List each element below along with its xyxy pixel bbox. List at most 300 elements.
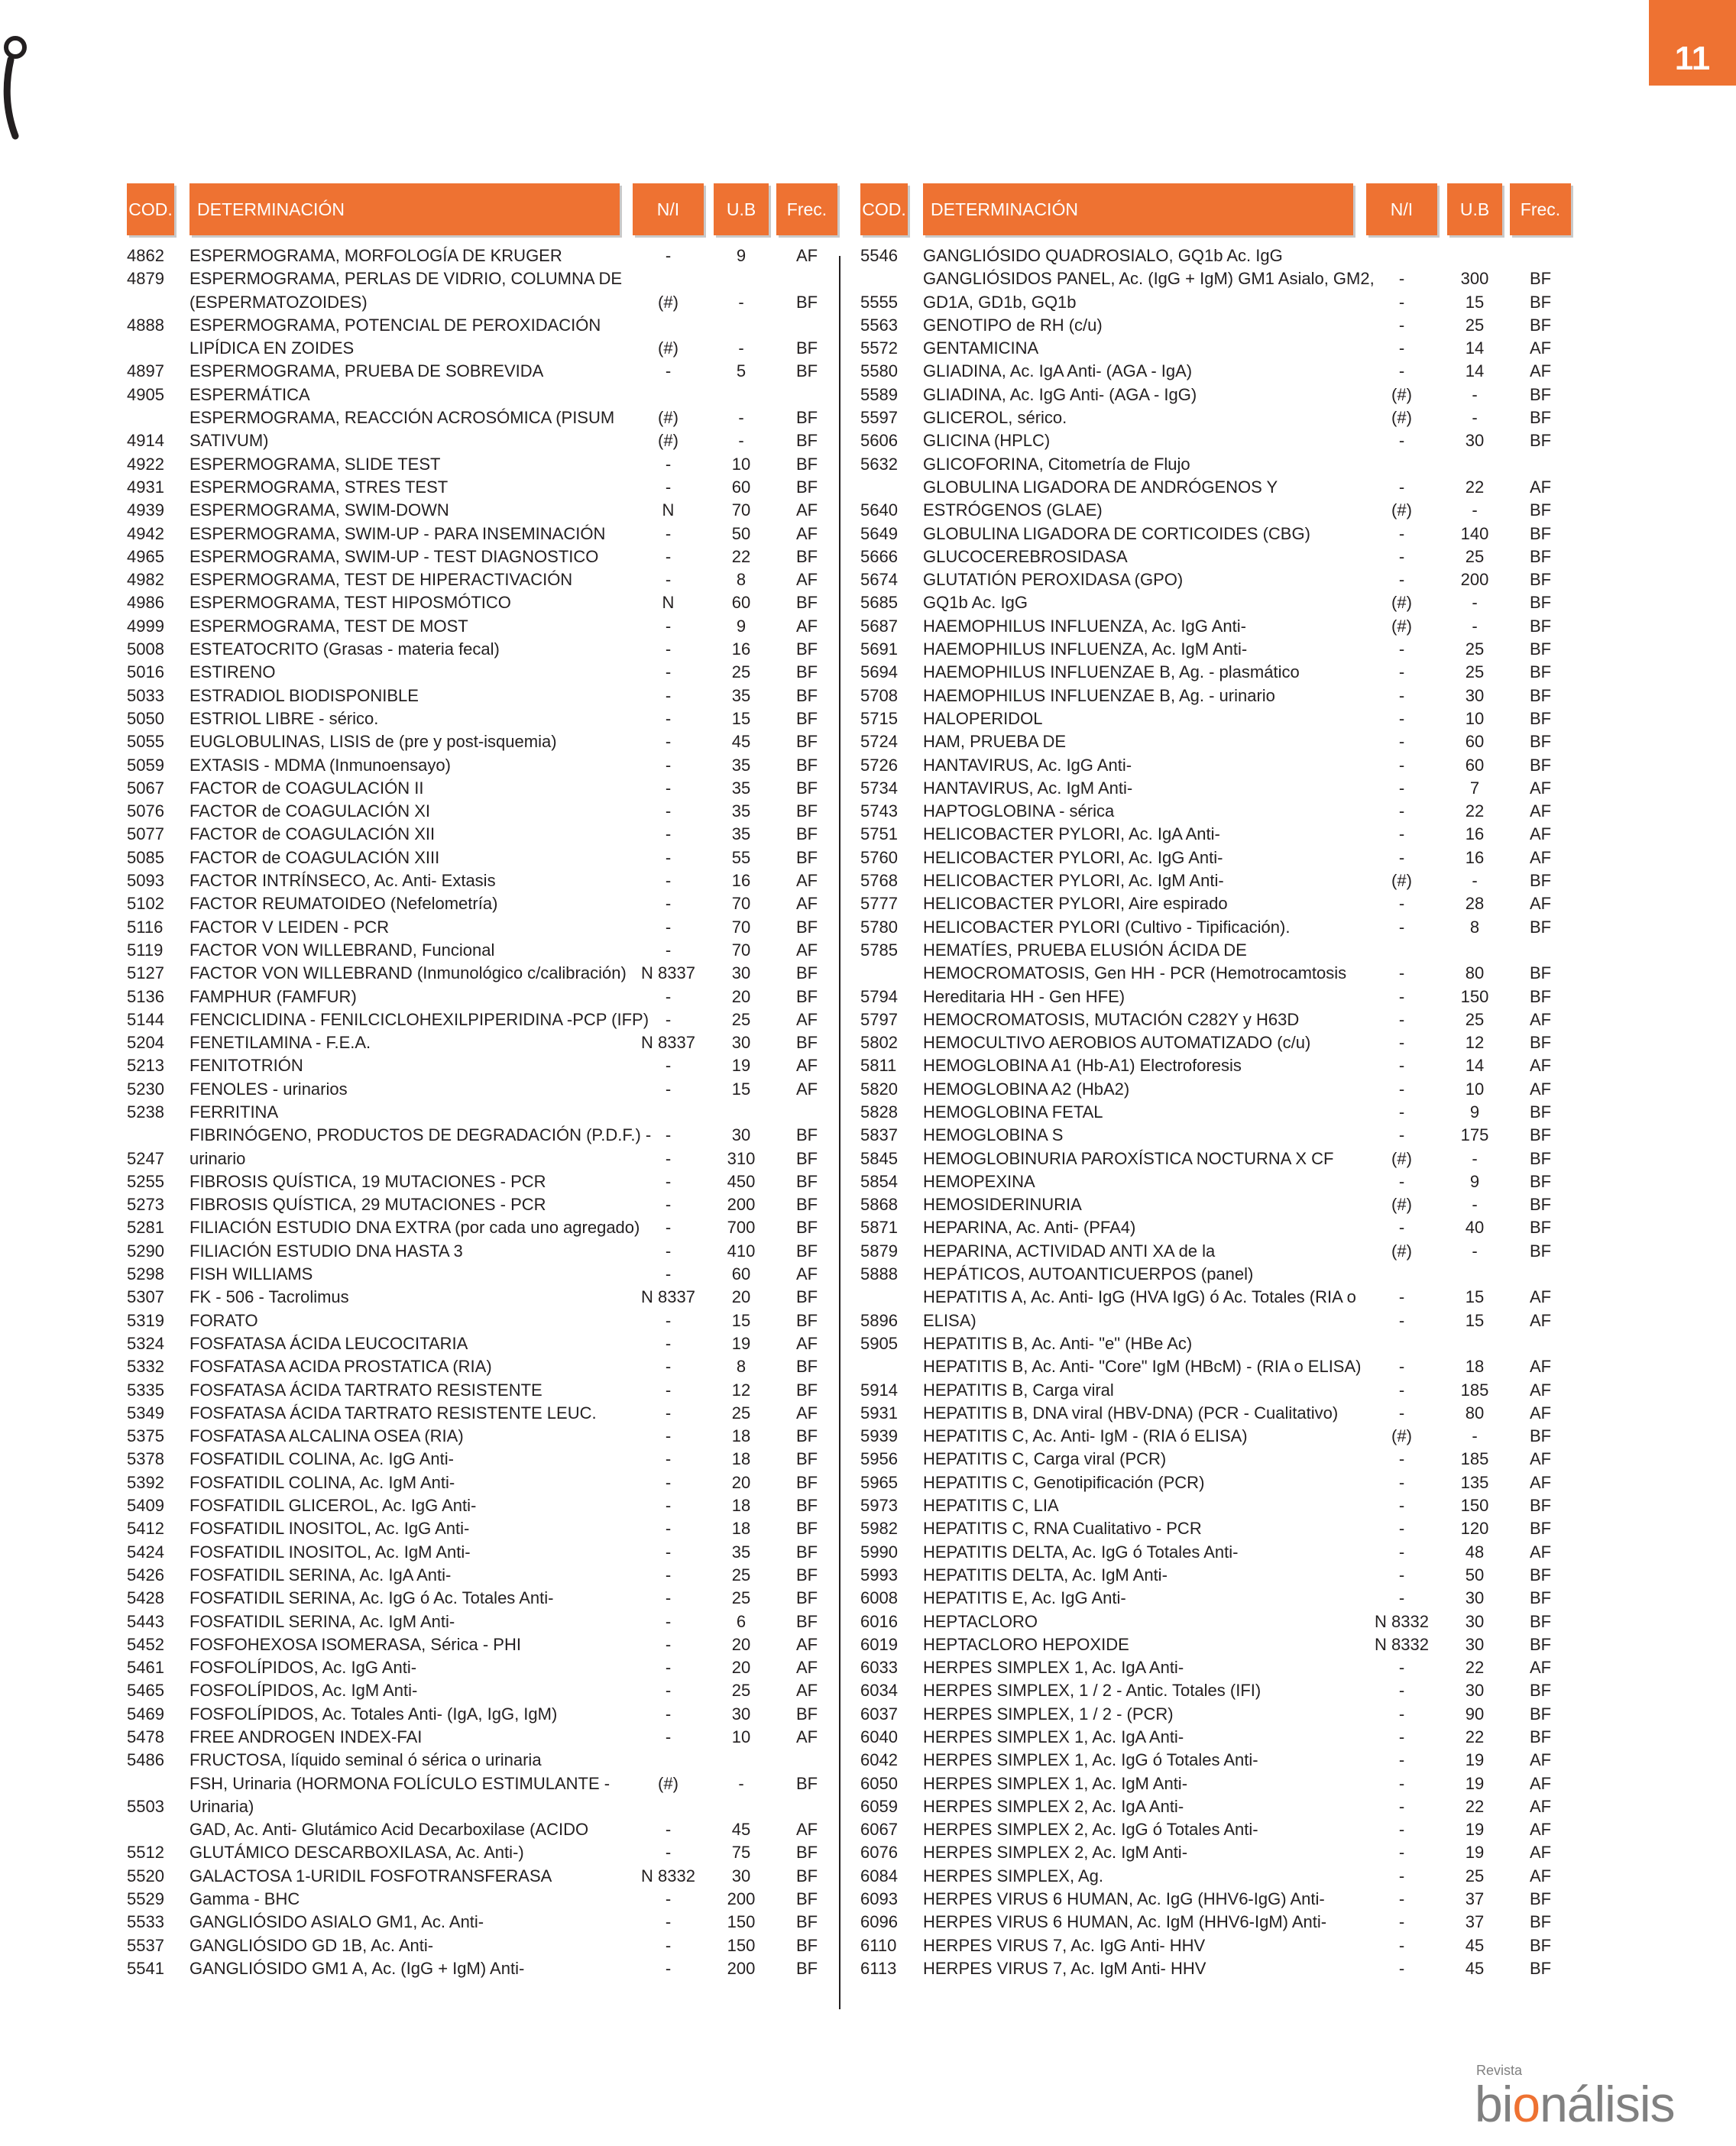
row-ub: 8 <box>736 570 747 590</box>
row-ub: 9 <box>1469 1102 1480 1122</box>
row-frec: BF <box>1529 986 1552 1006</box>
row-frec: AF <box>795 1009 818 1029</box>
row-code: 5715 <box>860 708 898 728</box>
row-determination: HELICOBACTER PYLORI, Ac. IgG Anti- <box>923 847 1223 867</box>
table-row <box>127 244 837 267</box>
row-determination: FISH WILLIAMS <box>189 1264 313 1284</box>
row-code: 5332 <box>127 1357 164 1377</box>
row-determination: ESPERMOGRAMA, TEST DE HIPERACTIVACIÓN <box>189 570 573 590</box>
row-ni: - <box>1398 1773 1405 1793</box>
row-ni: - <box>665 523 672 543</box>
table-row <box>860 453 1571 476</box>
row-code: 4986 <box>127 593 164 613</box>
table-row <box>127 1216 837 1239</box>
row-ni: - <box>665 570 672 590</box>
row-determination: GANGLIÓSIDO GD 1B, Ac. Anti- <box>189 1935 434 1955</box>
row-code: 5512 <box>127 1843 164 1863</box>
row-determination: HEPATITIS B, DNA viral (HBV-DNA) (PCR - Cualitativo) <box>923 1403 1339 1423</box>
row-ni: - <box>1398 1287 1405 1307</box>
table-row <box>127 1147 837 1170</box>
row-ub: - <box>738 292 744 312</box>
row-frec: BF <box>795 361 818 381</box>
row-determination: LIPÍDICA EN ZOIDES <box>189 338 355 358</box>
row-ni: - <box>1398 1958 1405 1978</box>
row-determination: FOSFATIDIL SERINA, Ac. IgM Anti- <box>189 1611 455 1631</box>
row-determination: HANTAVIRUS, Ac. IgG Anti- <box>923 755 1132 775</box>
row-code: 5780 <box>860 917 898 937</box>
table-row <box>860 1471 1571 1494</box>
row-ni: - <box>665 801 672 821</box>
row-determination: SATIVUM) <box>189 431 269 451</box>
row-determination: ESTRIOL LIBRE - sérico. <box>189 708 379 728</box>
row-ni: - <box>665 1496 672 1516</box>
table-row <box>127 892 837 915</box>
row-determination: HERPES SIMPLEX, 1 / 2 - Antic. Totales (IFI) <box>923 1681 1262 1701</box>
row-determination: FOSFATIDIL COLINA, Ac. IgG Anti- <box>189 1449 454 1469</box>
row-determination: HEPATITIS DELTA, Ac. IgG ó Totales Anti- <box>923 1542 1239 1562</box>
row-code: 5828 <box>860 1102 898 1122</box>
table-row <box>860 1147 1571 1170</box>
row-determination: HAPTOGLOBINA - sérica <box>923 801 1115 821</box>
row-ni: N <box>662 593 675 613</box>
table-row <box>127 1633 837 1656</box>
row-ni: - <box>665 685 672 705</box>
row-determination: HERPES VIRUS 7, Ac. IgG Anti- HHV <box>923 1935 1206 1955</box>
row-frec: AF <box>1529 1750 1552 1770</box>
row-code: 5939 <box>860 1426 898 1446</box>
row-determination: ELISA) <box>923 1310 976 1330</box>
row-ni: (#) <box>1391 1426 1412 1446</box>
row-code: 5811 <box>860 1056 897 1076</box>
row-ub: - <box>738 1773 744 1793</box>
row-ni: - <box>1398 1519 1405 1539</box>
right-table <box>860 183 1571 1980</box>
row-ub: 15 <box>1465 1310 1485 1330</box>
row-ni: - <box>1398 1565 1405 1584</box>
row-ni: - <box>1398 1727 1405 1746</box>
row-frec: BF <box>795 662 818 682</box>
row-frec: BF <box>795 824 818 844</box>
table-row <box>860 1841 1571 1864</box>
row-code: 5649 <box>860 523 898 543</box>
row-determination: HEPATITIS C, Carga viral (PCR) <box>923 1449 1167 1469</box>
row-ni: - <box>665 1380 672 1400</box>
row-ni: - <box>1398 917 1405 937</box>
row-code: 5424 <box>127 1542 164 1562</box>
row-ub: 20 <box>731 1287 751 1307</box>
row-ub: 22 <box>1465 1658 1485 1678</box>
row-code: 5871 <box>860 1218 898 1238</box>
row-determination: FOSFOHEXOSA ISOMERASA, Sérica - PHI <box>189 1634 521 1654</box>
row-ni: - <box>665 847 672 867</box>
row-ub: - <box>1472 1148 1478 1168</box>
row-code: 5640 <box>860 500 898 520</box>
row-ni: - <box>1398 1866 1405 1885</box>
row-ub: 19 <box>1465 1750 1485 1770</box>
table-row <box>860 1402 1571 1425</box>
row-determination: FACTOR VON WILLEBRAND (Inmunológico c/calibración) <box>189 963 627 983</box>
table-row <box>127 267 837 290</box>
row-determination: HEPATITIS C, LIA <box>923 1496 1059 1516</box>
row-code: 5687 <box>860 616 898 636</box>
row-frec: AF <box>1529 1310 1552 1330</box>
table-row <box>127 476 837 499</box>
row-code: 5563 <box>860 315 898 335</box>
row-ub: 14 <box>1465 361 1485 381</box>
row-frec: BF <box>795 1125 818 1145</box>
table-row <box>860 545 1571 568</box>
row-determination: ESTIRENO <box>189 662 276 682</box>
row-ni: - <box>1398 1357 1405 1377</box>
table-row <box>860 1054 1571 1077</box>
row-frec: BF <box>1529 1704 1552 1724</box>
row-code: 4965 <box>127 546 164 566</box>
table-row <box>127 1263 837 1286</box>
row-frec: BF <box>1529 1519 1552 1539</box>
row-ub: 25 <box>731 1588 751 1608</box>
row-determination: HERPES SIMPLEX, 1 / 2 - (PCR) <box>923 1704 1174 1724</box>
row-code: 6040 <box>860 1727 898 1746</box>
row-ni: - <box>1398 477 1405 497</box>
row-determination: HEMOGLOBINA FETAL <box>923 1102 1103 1122</box>
row-ni: (#) <box>658 431 679 451</box>
row-code: 5290 <box>127 1241 164 1261</box>
row-frec: BF <box>795 338 818 358</box>
table-row <box>127 1170 837 1193</box>
row-code: 4931 <box>127 477 164 497</box>
row-ni: - <box>1398 1033 1405 1053</box>
table-row <box>860 707 1571 730</box>
row-code: 5914 <box>860 1380 898 1400</box>
row-ni: (#) <box>1391 616 1412 636</box>
row-ub: 120 <box>1460 1519 1489 1539</box>
row-ni: - <box>1398 1843 1405 1863</box>
row-code: 5956 <box>860 1449 898 1469</box>
table-row <box>860 337 1571 360</box>
row-determination: HAM, PRUEBA DE <box>923 732 1067 752</box>
row-ni: - <box>665 1056 672 1076</box>
row-determination: ESPERMOGRAMA, MORFOLOGÍA DE KRUGER <box>189 246 562 265</box>
row-code: 5708 <box>860 685 898 705</box>
row-ub: 15 <box>731 708 751 728</box>
row-ni: - <box>1398 1796 1405 1816</box>
left-table <box>127 183 837 1980</box>
row-code: 5797 <box>860 1009 898 1029</box>
row-ni: - <box>665 1611 672 1631</box>
row-frec: AF <box>1529 1796 1552 1816</box>
row-ni: N 8332 <box>1375 1611 1429 1631</box>
table-row <box>860 1541 1571 1564</box>
row-ni: - <box>665 1148 672 1168</box>
table-row <box>860 1587 1571 1610</box>
row-ub: 9 <box>1469 1171 1480 1191</box>
table-row <box>127 360 837 383</box>
table-row <box>860 1703 1571 1726</box>
table-row <box>860 1795 1571 1818</box>
row-ub: 75 <box>731 1843 751 1863</box>
row-code: 5461 <box>127 1658 164 1678</box>
row-ub: 60 <box>1465 755 1485 775</box>
row-ni: - <box>665 1009 672 1029</box>
row-determination: HEPATITIS A, Ac. Anti- IgG (HVA IgG) ó Ac. Totales (RIA o <box>923 1287 1356 1307</box>
table-row <box>127 591 837 614</box>
row-ub: 80 <box>1465 1403 1485 1423</box>
row-determination: HERPES VIRUS 6 HUMAN, Ac. IgM (HHV6-IgM) Anti- <box>923 1912 1327 1932</box>
table-row <box>860 1216 1571 1239</box>
row-ub: 10 <box>731 454 751 474</box>
row-frec: BF <box>1529 1125 1552 1145</box>
row-determination: FORATO <box>189 1310 258 1330</box>
table-row <box>860 869 1571 892</box>
row-code: 6067 <box>860 1820 898 1840</box>
table-row <box>127 638 837 661</box>
row-code: 5820 <box>860 1079 898 1099</box>
row-determination: FACTOR REUMATOIDEO (Nefelometría) <box>189 894 498 914</box>
row-determination: HELICOBACTER PYLORI (Cultivo - Tipificación). <box>923 917 1291 937</box>
row-frec: BF <box>1529 570 1552 590</box>
row-frec: AF <box>795 523 818 543</box>
row-ni: - <box>665 1727 672 1746</box>
table-row <box>860 661 1571 684</box>
table-row <box>860 1332 1571 1355</box>
table-row <box>127 661 837 684</box>
row-frec: BF <box>1529 500 1552 520</box>
row-frec: BF <box>795 1472 818 1492</box>
row-frec: BF <box>1529 1912 1552 1932</box>
row-code: 5546 <box>860 246 898 265</box>
row-determination: HALOPERIDOL <box>923 708 1043 728</box>
row-ub: 20 <box>731 986 751 1006</box>
row-code: 5093 <box>127 871 164 891</box>
row-ni: - <box>1398 1403 1405 1423</box>
row-code: 5324 <box>127 1333 164 1353</box>
row-code: 5102 <box>127 894 164 914</box>
table-row <box>127 1402 837 1425</box>
row-frec: BF <box>1529 1634 1552 1654</box>
table-row <box>127 1379 837 1402</box>
row-ni: - <box>665 1681 672 1701</box>
row-determination: FOSFATIDIL SERINA, Ac. IgA Anti- <box>189 1565 452 1584</box>
table-row <box>127 1425 837 1448</box>
row-code: 6110 <box>860 1935 897 1955</box>
row-ni: N <box>662 500 675 520</box>
row-determination: GLICINA (HPLC) <box>923 431 1051 451</box>
row-frec: AF <box>1529 1542 1552 1562</box>
row-ub: 450 <box>727 1171 756 1191</box>
table-row <box>860 1494 1571 1517</box>
row-determination: ESPERMOGRAMA, REACCIÓN ACROSÓMICA (PISUM <box>189 408 615 428</box>
row-frec: AF <box>795 1079 818 1099</box>
row-ub: 45 <box>731 1820 751 1840</box>
row-ub: 15 <box>731 1310 751 1330</box>
row-frec: BF <box>795 1588 818 1608</box>
row-ub: 60 <box>1465 732 1485 752</box>
row-determination: HERPES SIMPLEX 2, Ac. IgA Anti- <box>923 1796 1184 1816</box>
row-ni: - <box>665 1079 672 1099</box>
row-code: 5426 <box>127 1565 164 1584</box>
row-ub: 35 <box>731 685 751 705</box>
row-ub: 30 <box>731 1704 751 1724</box>
row-ub: 30 <box>731 1033 751 1053</box>
row-ub: 60 <box>731 1264 751 1284</box>
table-row <box>127 1656 837 1679</box>
row-ub: 50 <box>731 523 751 543</box>
row-ub: 25 <box>731 1403 751 1423</box>
row-ni: - <box>1398 732 1405 752</box>
row-code: 4897 <box>127 361 164 381</box>
row-code: 6050 <box>860 1773 898 1793</box>
row-code: 5119 <box>127 940 164 960</box>
row-ub: - <box>1472 1241 1478 1261</box>
row-code: 5965 <box>860 1472 898 1492</box>
row-ub: 18 <box>1465 1357 1485 1377</box>
row-frec: BF <box>1529 1496 1552 1516</box>
row-frec: AF <box>795 1634 818 1654</box>
row-ni: - <box>1398 1704 1405 1724</box>
row-frec: BF <box>1529 1727 1552 1746</box>
row-ub: 60 <box>731 593 751 613</box>
table-row <box>127 1679 837 1702</box>
row-determination: GLIADINA, Ac. IgA Anti- (AGA - IgA) <box>923 361 1193 381</box>
row-determination: GALACTOSA 1-URIDIL FOSFOTRANSFERASA <box>189 1866 552 1885</box>
row-ub: 35 <box>731 778 751 798</box>
row-determination: GANGLIÓSIDO ASIALO GM1, Ac. Anti- <box>189 1912 484 1932</box>
row-ub: 19 <box>731 1333 751 1353</box>
row-frec: BF <box>795 1889 818 1909</box>
row-frec: BF <box>795 639 818 659</box>
row-ni: - <box>665 871 672 891</box>
row-determination: FSH, Urinaria (HORMONA FOLÍCULO ESTIMULANTE - <box>189 1773 611 1793</box>
row-ub: 35 <box>731 755 751 775</box>
row-determination: FOSFATASA ÁCIDA LEUCOCITARIA <box>189 1333 468 1353</box>
table-row <box>860 846 1571 869</box>
row-determination: FOSFOLÍPIDOS, Ac. IgG Anti- <box>189 1658 417 1678</box>
row-frec: BF <box>795 408 818 428</box>
row-frec: BF <box>1529 1889 1552 1909</box>
table-row <box>127 1332 837 1355</box>
row-ni: - <box>1398 1820 1405 1840</box>
row-code: 6016 <box>860 1611 898 1631</box>
table-row <box>127 846 837 869</box>
row-code: 5067 <box>127 778 164 798</box>
row-determination: FACTOR de COAGULACIÓN XIII <box>189 847 440 867</box>
row-ni: (#) <box>1391 593 1412 613</box>
row-determination: HEPARINA, Ac. Anti- (PFA4) <box>923 1218 1136 1238</box>
row-code: 5580 <box>860 361 898 381</box>
row-ub: 12 <box>1465 1033 1485 1053</box>
row-determination: HELICOBACTER PYLORI, Aire espirado <box>923 894 1228 914</box>
row-determination: HELICOBACTER PYLORI, Ac. IgM Anti- <box>923 871 1224 891</box>
header-ub: U.B <box>1447 183 1502 235</box>
row-code: 6037 <box>860 1704 898 1724</box>
row-code: 5931 <box>860 1403 898 1423</box>
row-ni: - <box>1398 801 1405 821</box>
table-row <box>860 1124 1571 1147</box>
row-frec: BF <box>795 1218 818 1238</box>
table-row <box>127 453 837 476</box>
row-ni: - <box>665 986 672 1006</box>
row-determination: GQ1b Ac. IgG <box>923 593 1028 613</box>
row-ub: 20 <box>731 1658 751 1678</box>
row-ub: 60 <box>731 477 751 497</box>
row-ub: - <box>1472 616 1478 636</box>
row-ni: - <box>665 1958 672 1978</box>
row-frec: AF <box>1529 1403 1552 1423</box>
row-determination: HEMOCULTIVO AEROBIOS AUTOMATIZADO (c/u) <box>923 1033 1311 1053</box>
row-frec: BF <box>795 431 818 451</box>
row-determination: GLOBULINA LIGADORA DE CORTICOIDES (CBG) <box>923 523 1310 543</box>
table-row <box>860 1957 1571 1980</box>
row-determination: GLUCOCEREBROSIDASA <box>923 546 1128 566</box>
row-frec: BF <box>1529 408 1552 428</box>
row-ni: N 8337 <box>641 1033 695 1053</box>
row-frec: BF <box>795 847 818 867</box>
row-frec: BF <box>795 1866 818 1885</box>
row-determination: FRUCTOSA, líquido seminal ó sérica o urinaria <box>189 1750 542 1770</box>
row-frec: AF <box>795 616 818 636</box>
table-row <box>860 1633 1571 1656</box>
row-frec: BF <box>795 477 818 497</box>
row-determination: HEPTACLORO <box>923 1611 1038 1631</box>
row-frec: BF <box>1529 685 1552 705</box>
row-frec: BF <box>1529 546 1552 566</box>
row-frec: BF <box>795 1380 818 1400</box>
row-frec: BF <box>795 593 818 613</box>
table-row <box>127 1749 837 1772</box>
header-ni: N/I <box>633 183 704 235</box>
table-row <box>127 384 837 406</box>
row-code: 5743 <box>860 801 898 821</box>
row-code: 5298 <box>127 1264 164 1284</box>
row-code: 5537 <box>127 1935 164 1955</box>
row-ub: 8 <box>736 1357 747 1377</box>
row-frec: BF <box>1529 1195 1552 1215</box>
row-frec: AF <box>795 1658 818 1678</box>
row-ub: 15 <box>1465 292 1485 312</box>
row-ub: 14 <box>1465 338 1485 358</box>
row-code: 5868 <box>860 1195 898 1215</box>
row-code: 5879 <box>860 1241 898 1261</box>
table-row <box>860 1101 1571 1124</box>
row-determination: GANGLIÓSIDO QUADROSIALO, GQ1b Ac. IgG <box>923 246 1283 265</box>
row-frec: BF <box>795 292 818 312</box>
row-determination: Urinaria) <box>189 1796 254 1816</box>
row-determination: FOSFATASA ALCALINA OSEA (RIA) <box>189 1426 464 1446</box>
table-row <box>127 754 837 777</box>
table-row <box>127 1818 837 1841</box>
row-ni: - <box>665 1310 672 1330</box>
row-ub: 30 <box>1465 1611 1485 1631</box>
row-ni: - <box>1398 338 1405 358</box>
row-ub: 310 <box>727 1148 756 1168</box>
row-ub: 135 <box>1460 1472 1489 1492</box>
row-ni: - <box>665 1426 672 1446</box>
row-ub: 20 <box>731 1472 751 1492</box>
row-frec: AF <box>795 940 818 960</box>
table-row <box>860 1679 1571 1702</box>
row-ub: 25 <box>1465 546 1485 566</box>
row-determination: GANGLIÓSIDOS PANEL, Ac. (IgG + IgM) GM1 Asialo, GM2, <box>923 269 1375 289</box>
row-determination: HELICOBACTER PYLORI, Ac. IgA Anti- <box>923 824 1220 844</box>
row-frec: AF <box>795 1333 818 1353</box>
row-ni: - <box>1398 546 1405 566</box>
row-frec: BF <box>795 755 818 775</box>
row-frec: BF <box>1529 1588 1552 1608</box>
row-determination: HEPATITIS C, Ac. Anti- IgM - (RIA ó ELISA) <box>923 1426 1248 1446</box>
row-ub: 200 <box>727 1958 756 1978</box>
table-row <box>860 1240 1571 1263</box>
row-ub: 30 <box>1465 1634 1485 1654</box>
